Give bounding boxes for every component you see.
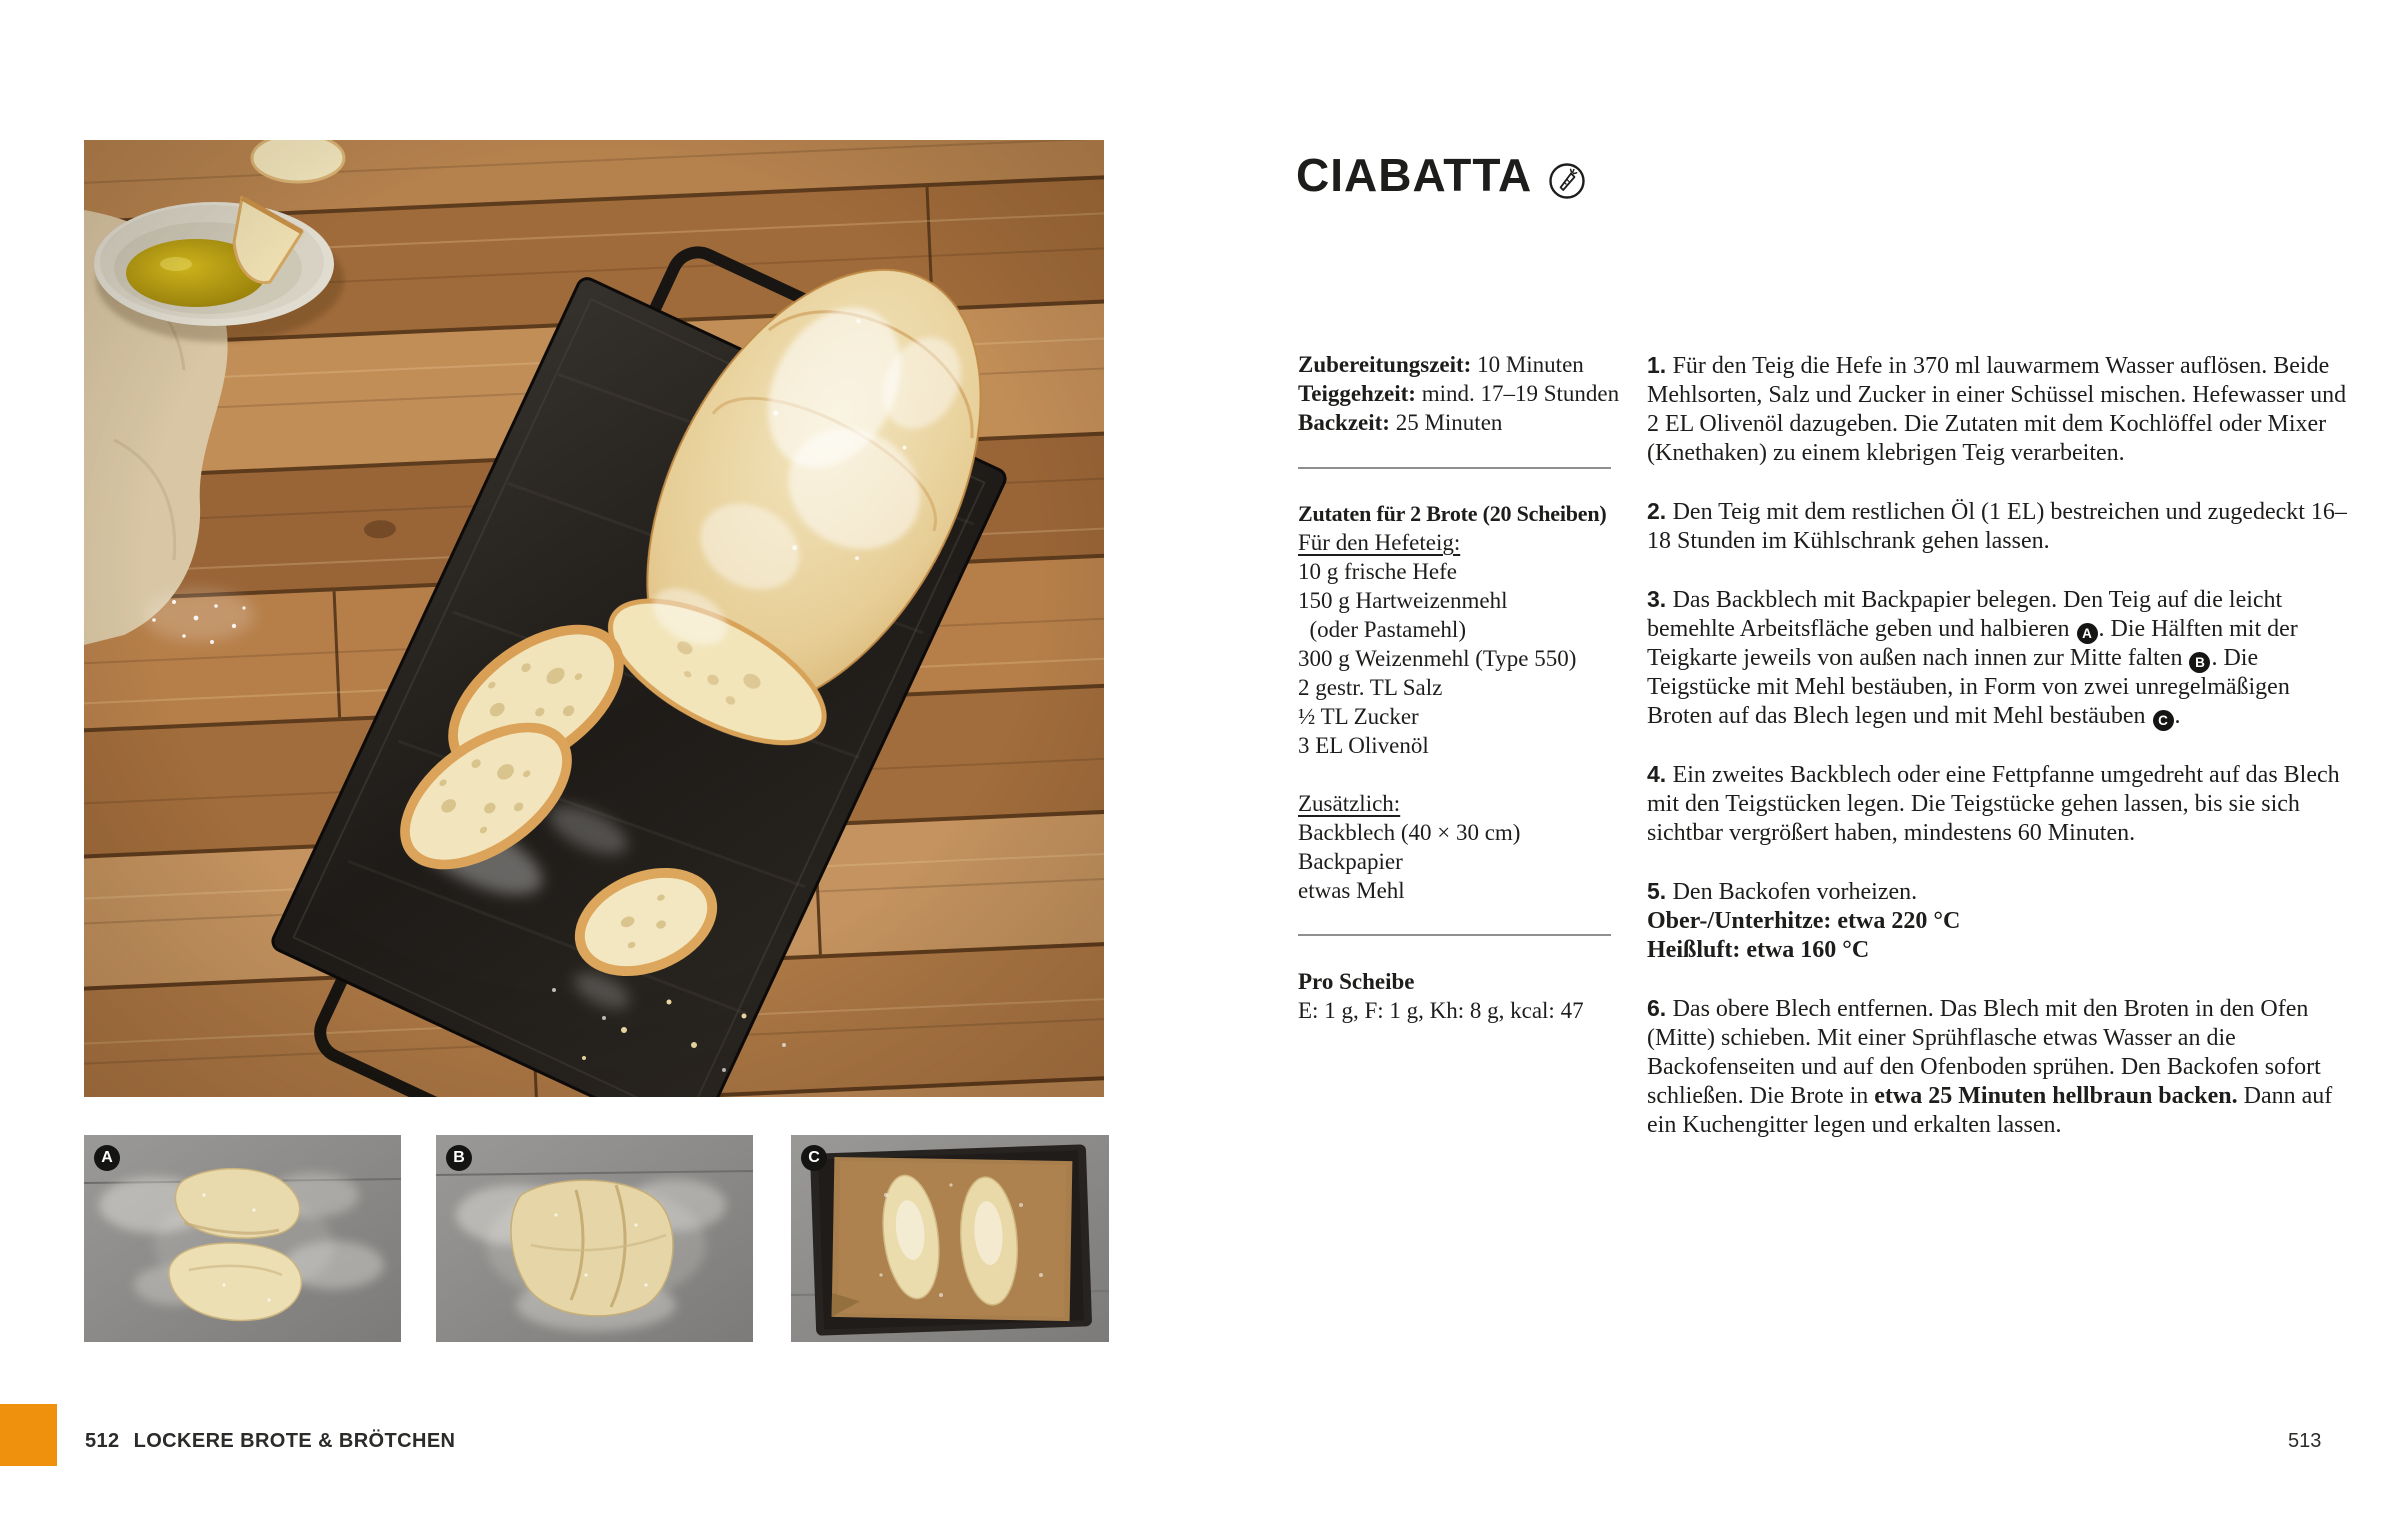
step-bold-text: Ober-/Unterhitze: etwa 220 °C — [1647, 908, 1961, 934]
step-photo-b — [436, 1135, 753, 1342]
step-marker-a: A — [2077, 623, 2098, 644]
times-block — [1298, 350, 1643, 437]
ingredient-subheading: Für den Hefeteig: — [1298, 530, 1461, 555]
step-number: 1. — [1647, 352, 1673, 378]
step-photo-b-illustration — [436, 1135, 753, 1342]
photo-label-c: C — [801, 1145, 827, 1171]
ingredient-item: ½ TL Zucker — [1298, 704, 1419, 729]
bake-time-value: 25 Minuten — [1395, 410, 1503, 435]
ingredient-groups — [1298, 528, 1648, 905]
recipe-step: 6. Das obere Blech entfernen. Das Blech mit den Broten in den Ofen (Mitte) schieben. Mit einer Sprühflasche etwas Wasser an die Backofenseiten und auf den Ofenboden sprühen. Den Backofen sofort schließen. Die Brote in etwa 25 Minuten hellbraun backen. Dann auf ein Kuchengitter legen und erkalten lassen. — [1647, 995, 2333, 1138]
ingredient-item: (oder Pastamehl) — [1298, 617, 1466, 642]
ingredient-subheading: Zusätzlich: — [1298, 791, 1401, 816]
carrot-badge-icon — [1548, 162, 1586, 200]
ingredient-item: etwas Mehl — [1298, 878, 1405, 903]
ingredients-block — [1298, 499, 1648, 905]
steps-column — [1647, 351, 2347, 1169]
nutrition-values: E: 1 g, F: 1 g, Kh: 8 g, kcal: 47 — [1298, 998, 1584, 1023]
prep-time — [1298, 350, 1643, 379]
bake-time-label: Backzeit: — [1298, 410, 1390, 435]
recipe-title: CIABATTA — [1296, 149, 1533, 201]
step-number: 2. — [1647, 498, 1673, 524]
nutrition-block — [1298, 967, 1643, 1025]
step-bold-text: Heißluft: etwa 160 °C — [1647, 937, 1870, 963]
recipe-step: 1. Für den Teig die Hefe in 370 ml lauwarmem Wasser auflösen. Beide Mehlsorten, Salz und Zucker in einer Schüssel mischen. Hefewasser und 2 EL Olivenöl dazugeben. Die Zutaten mit dem Kochlöffel oder Mixer (Knethaken) zu einem klebrigen Teig verarbeiten. — [1647, 352, 2347, 466]
photo-label-a: A — [94, 1145, 120, 1171]
ingredient-item: 3 EL Olivenöl — [1298, 733, 1429, 758]
rise-time-value: mind. 17–19 Stunden — [1421, 381, 1620, 406]
ingredient-item: Backblech (40 × 30 cm) — [1298, 820, 1521, 845]
prep-time-value: 10 Minuten — [1477, 352, 1584, 377]
step-marker-b: B — [2189, 652, 2210, 673]
step-photo-a — [84, 1135, 401, 1342]
prep-time-label: Zubereitungszeit: — [1298, 352, 1472, 377]
ingredient-group — [1298, 789, 1648, 905]
recipe-step: 4. Ein zweites Backblech oder eine Fettpfanne umgedreht auf das Blech mit den Teigstücken legen. Die Teigstücke gehen lassen, bis sie sich sichtbar vergrößert haben, mindestens 60 Minuten. — [1647, 761, 2340, 846]
ingredient-item: Backpapier — [1298, 849, 1403, 874]
divider-top — [1298, 467, 1611, 469]
step-bold-text: etwa 25 Minuten hellbraun backen. — [1874, 1083, 2238, 1109]
main-photo-illustration — [84, 140, 1104, 1097]
ingredient-group — [1298, 528, 1648, 760]
nutrition-heading: Pro Scheibe — [1298, 969, 1415, 994]
recipe-step: 3. Das Backblech mit Backpapier belegen. Den Teig auf die leicht bemehlte Arbeitsfläche geben und halbieren A . Die Hälften mit der Teigkarte jeweils von außen nach innen zur Mitte falten B . Die Teigstücke mit Mehl bestäuben, in Form von zwei unregelmäßigen Broten auf das Blech legen und mit Mehl bestäuben C . — [1647, 586, 2298, 729]
ingredient-item: 150 g Hartweizenmehl — [1298, 588, 1508, 613]
ingredient-item: 2 gestr. TL Salz — [1298, 675, 1443, 700]
ingredients-heading: Zutaten für 2 Brote (20 Scheiben) — [1298, 501, 1607, 526]
step-marker-c: C — [2153, 710, 2174, 731]
rise-time — [1298, 379, 1643, 408]
rise-time-label: Teiggehzeit: — [1298, 381, 1416, 406]
bake-time — [1298, 408, 1643, 437]
accent-square — [0, 1404, 57, 1466]
step-number: 5. — [1647, 878, 1673, 904]
step-photo-c-illustration — [791, 1135, 1109, 1342]
recipe-step: 5. Den Backofen vorheizen. Ober-/Unterhitze: etwa 220 °C Heißluft: etwa 160 °C — [1647, 878, 1961, 963]
footer-left — [85, 1430, 455, 1453]
step-number: 4. — [1647, 761, 1673, 787]
step-photo-a-illustration — [84, 1135, 401, 1342]
step-number: 6. — [1647, 995, 1673, 1021]
photo-label-b: B — [446, 1145, 472, 1171]
page-number-left: 512 — [85, 1430, 120, 1452]
step-photo-c — [791, 1135, 1109, 1342]
ingredient-item: 300 g Weizenmehl (Type 550) — [1298, 646, 1577, 671]
page-number-right: 513 — [2288, 1430, 2322, 1452]
main-photo-ciabatta — [84, 140, 1104, 1097]
divider-bottom — [1298, 934, 1611, 936]
ingredient-item: 10 g frische Hefe — [1298, 559, 1458, 584]
section-title: LOCKERE BROTE & BRÖTCHEN — [133, 1430, 456, 1452]
recipe-step: 2. Den Teig mit dem restlichen Öl (1 EL) bestreichen und zugedeckt 16–18 Stunden im Kühlschrank gehen lassen. — [1647, 498, 2347, 554]
step-number: 3. — [1647, 586, 1673, 612]
